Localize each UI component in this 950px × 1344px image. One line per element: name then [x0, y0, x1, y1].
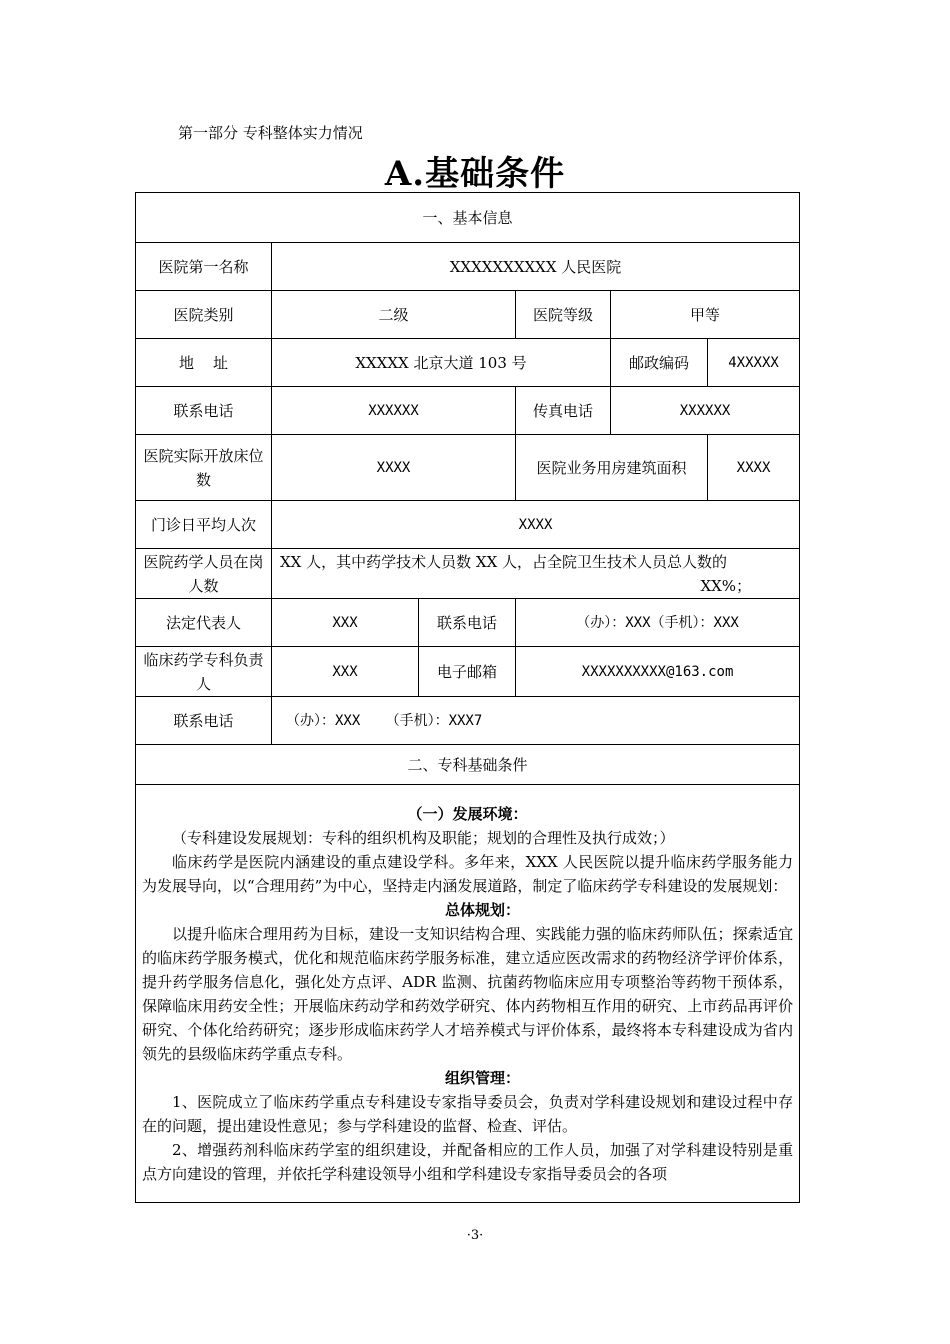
- org-item-1: 1、医院成立了临床药学重点专科建设专家指导委员会，负责对学科建设规划和建设过程中存在的问题，提出建设性意见；参与学科建设的监督、检查、评估。: [142, 1092, 794, 1135]
- section-title-basic-info: 一、基本信息: [136, 193, 800, 243]
- specialty-head-value: XXX: [272, 647, 419, 697]
- outpatient-value: XXXX: [272, 501, 800, 549]
- postcode-value: 4XXXXX: [708, 339, 800, 387]
- address-label: 地 址: [136, 339, 272, 387]
- hospital-type-value: 二级: [272, 291, 516, 339]
- plan-paragraph: 以提升临床合理用药为目标，建设一支知识结构合理、实践能力强的临床药师队伍；探索适宜的临床药学服务模式，优化和规范临床药学服务标准，建立适应医改需求的药物经济学评价体系，提升药学服务信息化，强化处方点评、ADR 监测、抗菌药物临床应用专项整治等药物干预体系，保障临床用药安全性；开展临床药动学和药效学研究、体内药物相互作用的研究、上市药品再评价研究、个体化给药研究；逐步形成临床药学人才培养模式与评价体系，最终将本专科建设成为省内领先的县级临床药学重点专科。: [142, 924, 794, 1063]
- hospital-grade-label: 医院等级: [516, 291, 611, 339]
- address-value: XXXXX 北京大道 103 号: [272, 339, 611, 387]
- page-title: A.基础条件: [384, 154, 566, 194]
- page-number: ·3·: [466, 1228, 484, 1243]
- basic-conditions-table: [135, 192, 800, 1203]
- staff-value: [272, 549, 800, 599]
- fax-label: 传真电话: [516, 387, 611, 435]
- intro-paragraph: 临床药学是医院内涵建设的重点建设学科。多年来，XXX 人民医院以提升临床药学服务能力为发展导向，以“合理用药”为中心，坚持走内涵发展道路，制定了临床药学专科建设的发展规划：: [142, 852, 794, 895]
- beds-label: 医院实际开放床位数: [136, 435, 272, 501]
- plan-heading: 总体规划：: [445, 900, 521, 919]
- outpatient-label: 门诊日平均人次: [136, 501, 272, 549]
- legal-rep-value: XXX: [272, 599, 419, 647]
- hospital-name-label: 医院第一名称: [136, 243, 272, 291]
- beds-value: XXXX: [272, 435, 516, 501]
- staff-value-line1: XX 人，其中药学技术人员数 XX 人，占全院卫生技术人员总人数的: [280, 552, 728, 571]
- planning-note: （专科建设发展规划：专科的组织机构及职能；规划的合理性及执行成效；）: [172, 828, 675, 847]
- sub-title-development: （一）发展环境：: [407, 804, 528, 823]
- contact-phone-label: 联系电话: [136, 697, 272, 745]
- staff-label: 医院药学人员在岗人数: [136, 549, 272, 599]
- hospital-name-value: XXXXXXXXXX 人民医院: [272, 243, 800, 291]
- email-value: XXXXXXXXXX@163.com: [516, 647, 800, 697]
- org-heading: 组织管理：: [445, 1068, 521, 1087]
- development-environment-text: [136, 785, 800, 1203]
- area-label: 医院业务用房建筑面积: [516, 435, 708, 501]
- org-item-2: 2、增强药剂科临床药学室的组织建设，并配备相应的工作人员，加强了对学科建设特别是重点方向建设的管理，并依托学科建设领导小组和学科建设专家指导委员会的各项: [142, 1140, 794, 1183]
- legal-rep-label: 法定代表人: [136, 599, 272, 647]
- phone-label: 联系电话: [136, 387, 272, 435]
- section-title-specialty: 二、专科基础条件: [136, 745, 800, 785]
- email-label: 电子邮箱: [419, 647, 516, 697]
- postcode-label: 邮政编码: [611, 339, 708, 387]
- hospital-type-label: 医院类别: [136, 291, 272, 339]
- staff-value-line2: XX%；: [700, 576, 752, 595]
- legal-phone-value: （办）：XXX（手机）：XXX: [516, 599, 800, 647]
- area-value: XXXX: [708, 435, 800, 501]
- contact-phone-value: （办）：XXX （手机）：XXX7: [272, 697, 800, 745]
- legal-phone-label: 联系电话: [419, 599, 516, 647]
- specialty-head-label: 临床药学专科负责人: [136, 647, 272, 697]
- part-label: 第一部分 专科整体实力情况: [178, 124, 363, 142]
- fax-value: XXXXXX: [611, 387, 800, 435]
- phone-value: XXXXXX: [272, 387, 516, 435]
- hospital-grade-value: 甲等: [611, 291, 800, 339]
